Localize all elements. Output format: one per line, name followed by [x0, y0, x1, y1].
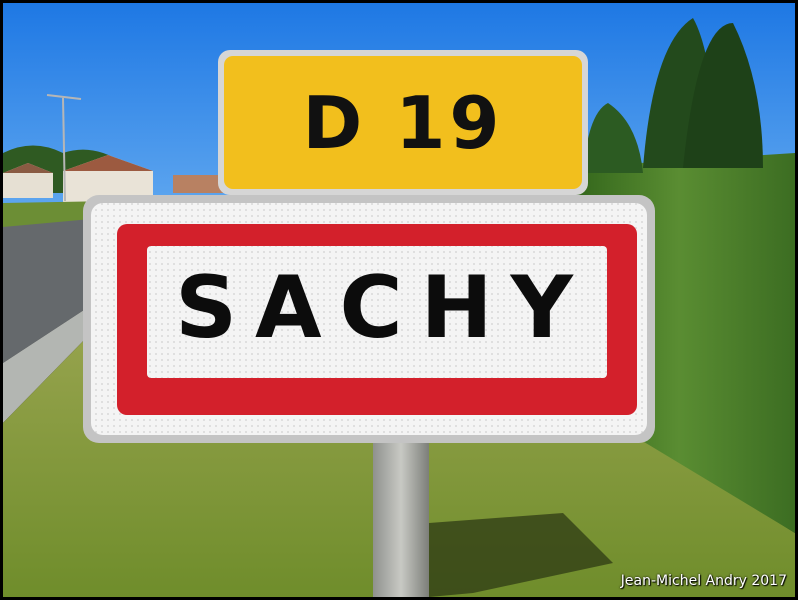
photo-credit: Jean-Michel Andry 2017	[620, 573, 787, 589]
route-number: D 19	[302, 81, 504, 165]
town-name: SACHY	[175, 258, 591, 358]
photo-frame	[3, 3, 795, 597]
